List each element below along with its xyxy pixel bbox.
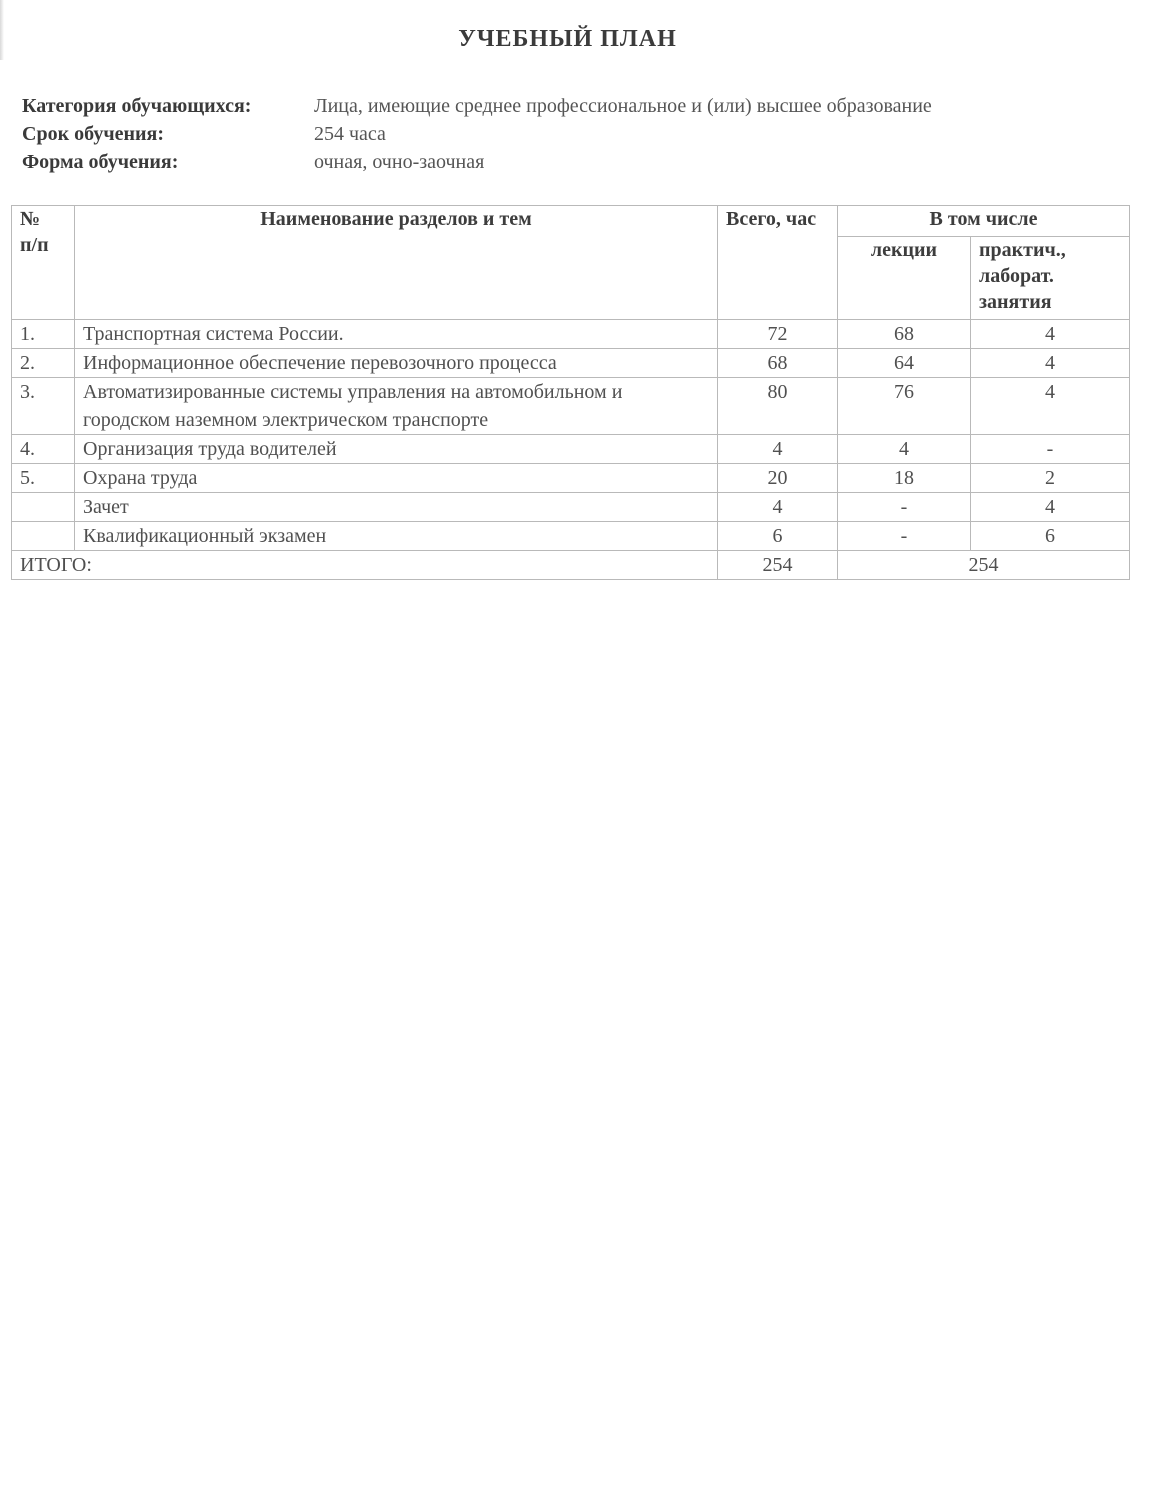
row-number: 2. bbox=[12, 349, 75, 378]
row-topic: Организация труда водителей bbox=[75, 435, 718, 464]
row-topic: Автоматизированные системы управления на автомобильном и городском наземном электрическом транспорте bbox=[75, 378, 718, 435]
row-topic: Информационное обеспечение перевозочного процесса bbox=[75, 349, 718, 378]
row-practice: 4 bbox=[971, 378, 1130, 435]
table-row bbox=[12, 378, 1130, 435]
total-label: ИТОГО: bbox=[12, 551, 718, 580]
header-number: № п/п bbox=[12, 206, 75, 320]
row-lectures: 68 bbox=[838, 320, 971, 349]
row-total: 80 bbox=[718, 378, 838, 435]
row-lectures: 4 bbox=[838, 435, 971, 464]
row-number bbox=[12, 522, 75, 551]
info-row-form bbox=[22, 148, 932, 176]
row-practice: 4 bbox=[971, 493, 1130, 522]
row-topic: Охрана труда bbox=[75, 464, 718, 493]
header-row-top bbox=[12, 206, 1130, 237]
program-info bbox=[22, 92, 932, 176]
table-row bbox=[12, 349, 1130, 378]
row-lectures: 76 bbox=[838, 378, 971, 435]
row-lectures: - bbox=[838, 493, 971, 522]
row-number: 3. bbox=[12, 378, 75, 435]
row-lectures: - bbox=[838, 522, 971, 551]
table-row bbox=[12, 435, 1130, 464]
row-number: 5. bbox=[12, 464, 75, 493]
row-topic: Транспортная система России. bbox=[75, 320, 718, 349]
table-row bbox=[12, 493, 1130, 522]
table-row bbox=[12, 464, 1130, 493]
header-lectures: лекции bbox=[838, 237, 971, 320]
total-combined: 254 bbox=[838, 551, 1130, 580]
row-number: 4. bbox=[12, 435, 75, 464]
header-including: В том числе bbox=[838, 206, 1130, 237]
table-row bbox=[12, 320, 1130, 349]
row-total: 68 bbox=[718, 349, 838, 378]
row-topic: Зачет bbox=[75, 493, 718, 522]
document-title: УЧЕБНЫЙ ПЛАН bbox=[458, 26, 677, 52]
row-total: 72 bbox=[718, 320, 838, 349]
row-practice: 4 bbox=[971, 320, 1130, 349]
info-row-duration bbox=[22, 120, 932, 148]
row-practice: 2 bbox=[971, 464, 1130, 493]
row-lectures: 18 bbox=[838, 464, 971, 493]
row-practice: 4 bbox=[971, 349, 1130, 378]
info-value: очная, очно-заочная bbox=[314, 151, 485, 173]
info-value: 254 часа bbox=[314, 123, 386, 145]
row-practice: 6 bbox=[971, 522, 1130, 551]
row-total: 6 bbox=[718, 522, 838, 551]
header-total-hours: Всего, час bbox=[718, 206, 838, 320]
info-label: Срок обучения: bbox=[22, 123, 165, 145]
total-row bbox=[12, 551, 1130, 580]
header-practice: практич., лаборат. занятия bbox=[971, 237, 1130, 320]
row-practice: - bbox=[971, 435, 1130, 464]
row-number: 1. bbox=[12, 320, 75, 349]
row-lectures: 64 bbox=[838, 349, 971, 378]
row-total: 4 bbox=[718, 435, 838, 464]
info-label: Форма обучения: bbox=[22, 151, 179, 173]
row-number bbox=[12, 493, 75, 522]
table-row bbox=[12, 522, 1130, 551]
row-total: 20 bbox=[718, 464, 838, 493]
info-row-category bbox=[22, 92, 932, 120]
header-name: Наименование разделов и тем bbox=[75, 206, 718, 320]
row-topic: Квалификационный экзамен bbox=[75, 522, 718, 551]
info-label: Категория обучающихся: bbox=[22, 95, 252, 117]
curriculum-table bbox=[11, 205, 1130, 580]
info-value: Лица, имеющие среднее профессиональное и (или) высшее образование bbox=[314, 95, 932, 117]
total-hours: 254 bbox=[718, 551, 838, 580]
row-total: 4 bbox=[718, 493, 838, 522]
